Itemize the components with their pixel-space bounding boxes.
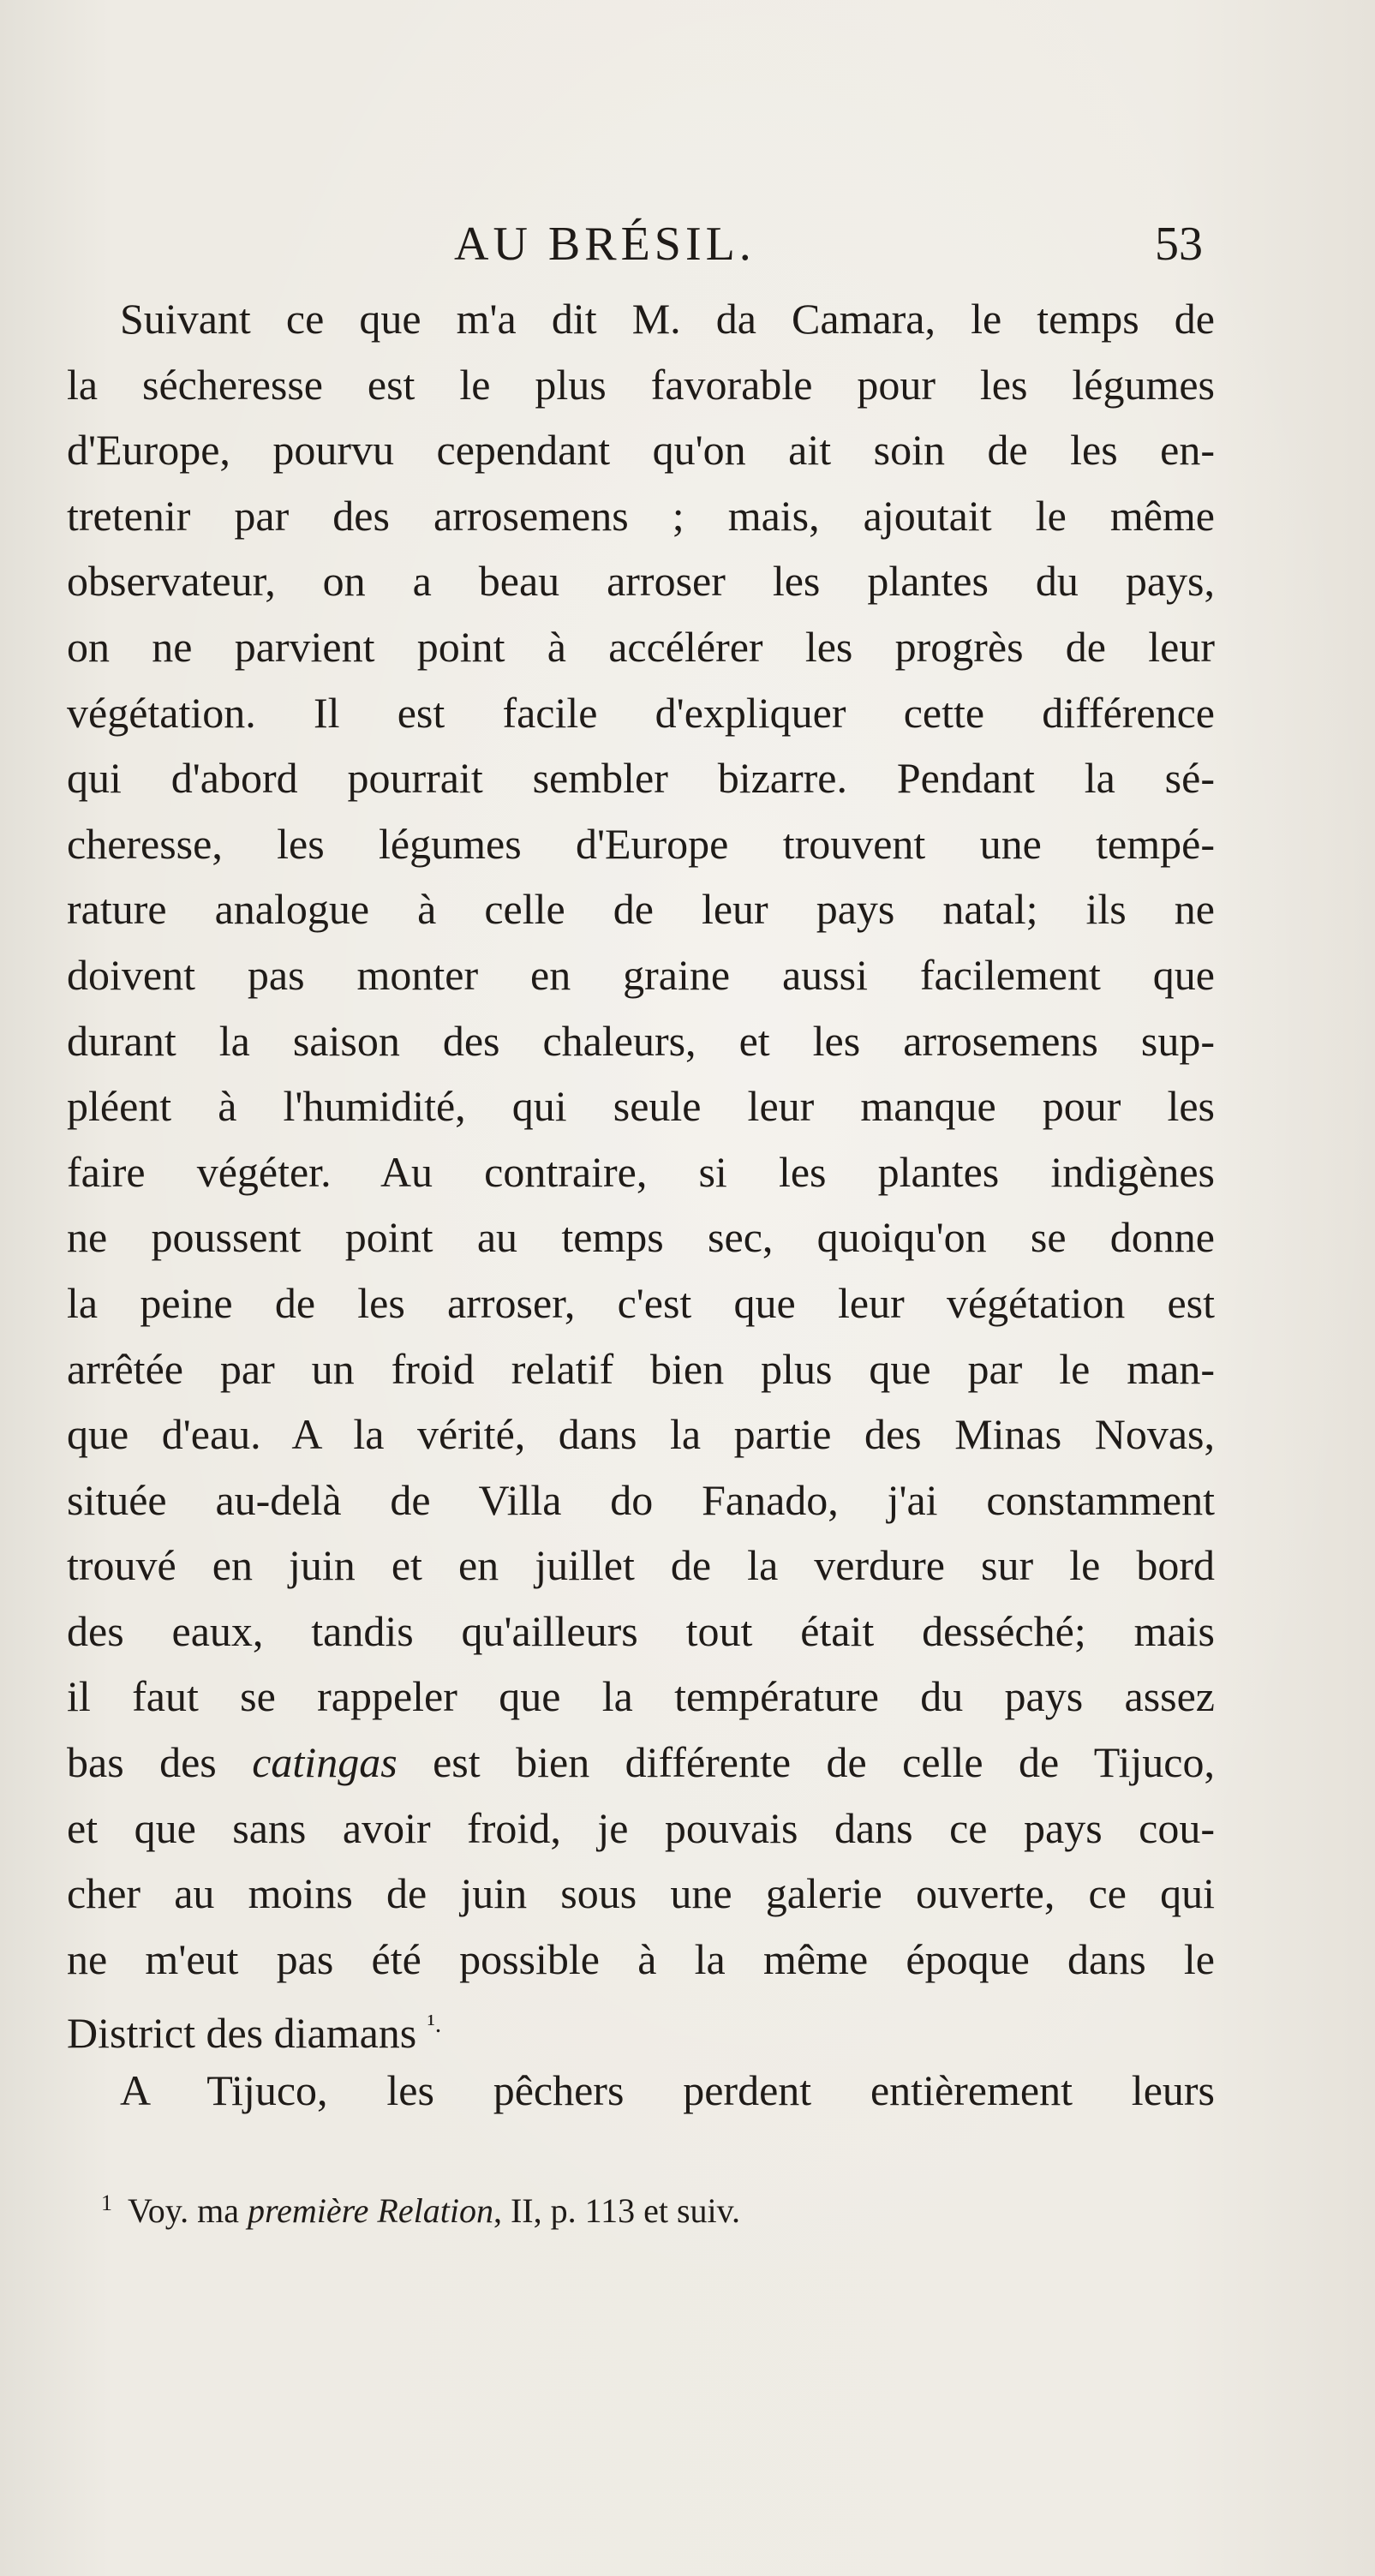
text-line: des eaux, tandis qu'ailleurs tout était desséché; mais <box>67 1606 1215 1655</box>
text-line: bas des catingas est bien différente de celle de Tijuco, <box>67 1738 1215 1787</box>
text-line: la peine de les arroser, c'est que leur végétation est <box>67 1278 1215 1327</box>
text-line: durant la saison des chaleurs, et les arrosemens sup- <box>67 1016 1215 1065</box>
text-line: Suivant ce que m'a dit M. da Camara, le temps de <box>120 295 1215 343</box>
text-line: observateur, on a beau arroser les plantes du pays, <box>67 557 1215 606</box>
text-line: d'Europe, pourvu cependant qu'on ait soin de les en- <box>67 426 1215 475</box>
text-line: pléent à l'humidité, qui seule leur manque pour les <box>67 1082 1215 1131</box>
paragraph <box>67 286 1215 1730</box>
text-line: A Tijuco, les pêchers perdent entièrement leurs <box>120 2066 1215 2115</box>
text-line: District des diamans $^{^1.}$ <box>67 2009 442 2058</box>
text-line: faire végéter. Au contraire, si les plantes indigènes <box>67 1147 1215 1196</box>
text-line: cheresse, les légumes d'Europe trouvent une tempé- <box>67 819 1215 868</box>
text-line: tretenir par des arrosemens ; mais, ajoutait le même <box>67 491 1215 540</box>
footnote-mark: 1 <box>101 2190 112 2215</box>
footnote-reference: ¹. <box>427 2010 442 2039</box>
text-line: doivent pas monter en graine aussi facilement que <box>67 950 1215 999</box>
text-line: et que sans avoir froid, je pouvais dans ce pays cou- <box>67 1803 1215 1852</box>
page-number: 53 <box>1155 218 1203 271</box>
text-line: située au-delà de Villa do Fanado, j'ai constamment <box>67 1475 1215 1524</box>
body-text <box>67 286 1215 2124</box>
paragraph-continued <box>67 1796 1215 1993</box>
text-line: ne m'eut pas été possible à la même époque dans le <box>67 1934 1215 1983</box>
running-head <box>0 214 1375 274</box>
text-line: rature analogue à celle de leur pays natal; ils ne <box>67 885 1215 934</box>
italic-term: catingas <box>252 1738 398 1787</box>
text-line: qui d'abord pourrait sembler bizarre. Pendant la sé- <box>67 754 1215 803</box>
text-line: la sécheresse est le plus favorable pour les légumes <box>67 360 1215 409</box>
text-line: arrêtée par un froid relatif bien plus que par le man- <box>67 1344 1215 1393</box>
text-line: ne poussent point au temps sec, quoiqu'on se donne <box>67 1213 1215 1262</box>
text-line: que d'eau. A la vérité, dans la partie des Minas Novas, <box>67 1410 1215 1459</box>
text-line: on ne parvient point à accélérer les progrès de leur <box>67 622 1215 671</box>
running-title: AU BRÉSIL. <box>454 218 756 271</box>
footnote: $^1$ Voy. ma première Relation, II, p. 113 et suiv. <box>101 2190 741 2230</box>
text-line: trouvé en juin et en juillet de la verdure sur le bord <box>67 1541 1215 1590</box>
text-line: cher au moins de juin sous une galerie ouverte, ce qui <box>67 1869 1215 1918</box>
footnote-title: première Relation <box>248 2191 493 2230</box>
text-line: végétation. Il est facile d'expliquer cette différence <box>67 688 1215 737</box>
text-line: il faut se rappeler que la température du pays assez <box>67 1672 1215 1721</box>
